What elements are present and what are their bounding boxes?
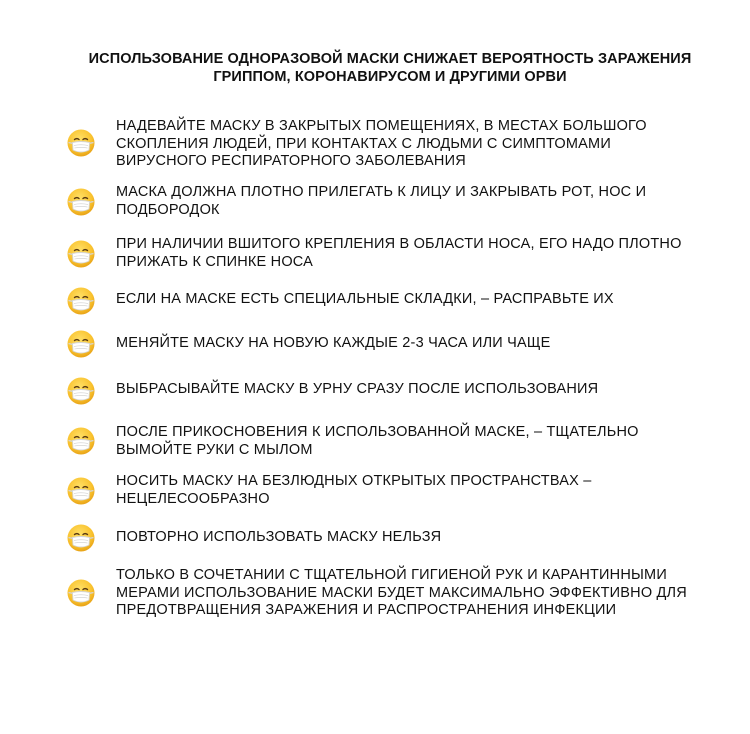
face-with-medical-mask-icon	[66, 286, 96, 316]
list-item-text	[116, 118, 716, 171]
list-item-line: ВИРУСНОГО РЕСПИРАТОРНОГО ЗАБОЛЕВАНИЯ	[116, 153, 466, 169]
list-item-line: ТОЛЬКО В СОЧЕТАНИИ С ТЩАТЕЛЬНОЙ ГИГИЕНОЙ РУК И КАРАНТИННЫМИ	[116, 567, 667, 583]
list-item-line: ПОСЛЕ ПРИКОСНОВЕНИЯ К ИСПОЛЬЗОВАННОЙ МАСКЕ, – ТЩАТЕЛЬНО	[116, 424, 639, 440]
list-item-text	[116, 184, 716, 219]
list-item-line: СКОПЛЕНИЯ ЛЮДЕЙ, ПРИ КОНТАКТАХ С ЛЮДЬМИ С СИМПТОМАМИ	[116, 135, 611, 152]
page-title-line: ИСПОЛЬЗОВАНИЕ ОДНОРАЗОВОЙ МАСКИ СНИЖАЕТ ВЕРОЯТНОСТЬ ЗАРАЖЕНИЯ	[88, 51, 692, 67]
list-item-text	[116, 529, 716, 547]
face-with-medical-mask-icon	[66, 476, 96, 506]
list-item-line: ПОДБОРОДОК	[116, 201, 220, 218]
list-item-line: ПРИЖАТЬ К СПИНКЕ НОСА	[116, 253, 314, 270]
list-item-text	[116, 236, 716, 271]
list-item-text	[116, 381, 716, 399]
list-item-line: ПРИ НАЛИЧИИ ВШИТОГО КРЕПЛЕНИЯ В ОБЛАСТИ НОСА, ЕГО НАДО ПЛОТНО	[116, 236, 682, 252]
list-item-text	[116, 424, 716, 459]
list-item-line: ЕСЛИ НА МАСКЕ ЕСТЬ СПЕЦИАЛЬНЫЕ СКЛАДКИ, – РАСПРАВЬТЕ ИХ	[116, 291, 614, 307]
list-item-line: ПОВТОРНО ИСПОЛЬЗОВАТЬ МАСКУ НЕЛЬЗЯ	[116, 529, 442, 545]
list-item-line: НОСИТЬ МАСКУ НА БЕЗЛЮДНЫХ ОТКРЫТЫХ ПРОСТРАНСТВАХ –	[116, 473, 592, 489]
list-item-line: НАДЕВАЙТЕ МАСКУ В ЗАКРЫТЫХ ПОМЕЩЕНИЯХ, В МЕСТАХ БОЛЬШОГО	[116, 118, 647, 134]
face-with-medical-mask-icon	[66, 523, 96, 553]
list-item-text	[116, 291, 716, 309]
list-item-line: МЕРАМИ ИСПОЛЬЗОВАНИЕ МАСКИ БУДЕТ МАКСИМАЛЬНО ЭФФЕКТИВНО ДЛЯ	[116, 584, 687, 601]
face-with-medical-mask-icon	[66, 187, 96, 217]
list-item-line: ВЫБРАСЫВАЙТЕ МАСКУ В УРНУ СРАЗУ ПОСЛЕ ИСПОЛЬЗОВАНИЯ	[116, 381, 599, 397]
list-item-text	[116, 567, 716, 620]
face-with-medical-mask-icon	[66, 426, 96, 456]
list-item-line: ВЫМОЙТЕ РУКИ С МЫЛОМ	[116, 441, 313, 458]
list-item-text	[116, 473, 716, 508]
face-with-medical-mask-icon	[66, 128, 96, 158]
list-item-line: МАСКА ДОЛЖНА ПЛОТНО ПРИЛЕГАТЬ К ЛИЦУ И ЗАКРЫВАТЬ РОТ, НОС И	[116, 184, 647, 200]
list-item-text	[116, 335, 716, 353]
list-item-line: ПРЕДОТВРАЩЕНИЯ ЗАРАЖЕНИЯ И РАСПРОСТРАНЕНИЯ ИНФЕКЦИИ	[116, 602, 617, 618]
face-with-medical-mask-icon	[66, 578, 96, 608]
page-title-line: ГРИППОМ, КОРОНАВИРУСОМ И ДРУГИМИ ОРВИ	[213, 69, 567, 85]
face-with-medical-mask-icon	[66, 239, 96, 269]
page-title	[40, 50, 740, 86]
face-with-medical-mask-icon	[66, 376, 96, 406]
list-item-line: НЕЦЕЛЕСООБРАЗНО	[116, 490, 270, 507]
face-with-medical-mask-icon	[66, 329, 96, 359]
list-item-line: МЕНЯЙТЕ МАСКУ НА НОВУЮ КАЖДЫЕ 2-3 ЧАСА ИЛИ ЧАЩЕ	[116, 335, 551, 351]
